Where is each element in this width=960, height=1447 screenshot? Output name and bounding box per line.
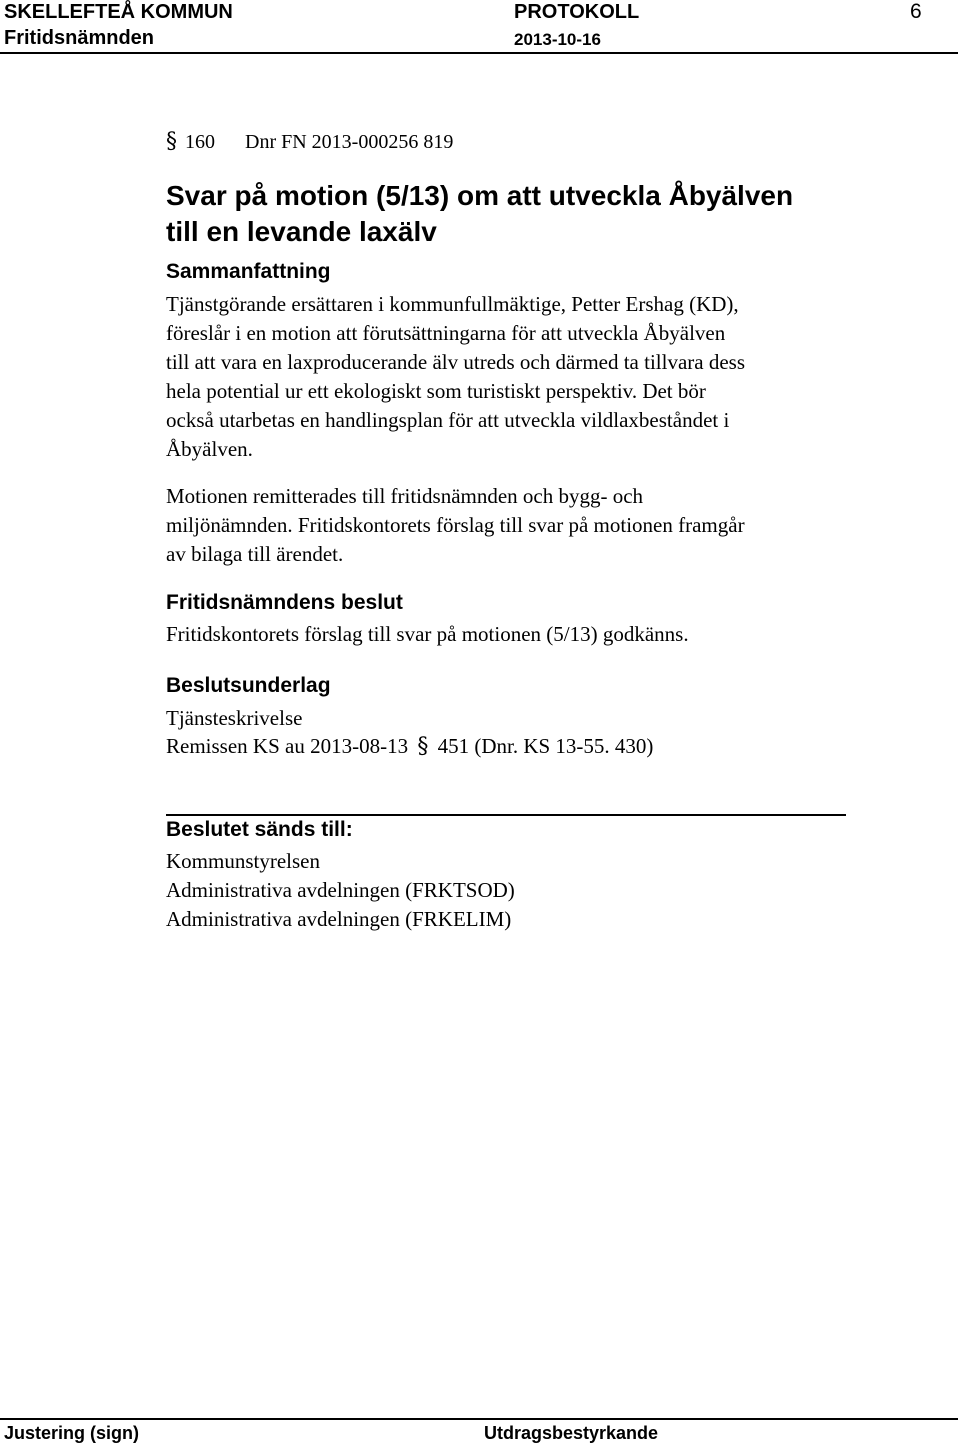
diary-number: Dnr FN 2013-000256 819 <box>245 131 454 153</box>
summary-paragraph-1 <box>166 290 745 464</box>
text-line: av bilaga till ärendet. <box>166 542 344 566</box>
committee-name: Fritidsnämnden <box>4 27 155 49</box>
organization-name: SKELLEFTEÅ KOMMUN <box>4 1 233 23</box>
recipients-heading: Beslutet sänds till: <box>166 818 353 841</box>
document-title <box>166 178 793 250</box>
footer-utdragsbestyrkande: Utdragsbestyrkande <box>484 1423 659 1443</box>
footer-justering: Justering (sign) <box>4 1423 140 1443</box>
document-type: PROTOKOLL <box>514 1 640 23</box>
text-line: Motionen remitterades till fritidsnämnden och bygg- och <box>166 484 644 508</box>
page-number: 6 <box>910 0 922 23</box>
text-line: Tjänstgörande ersättaren i kommunfullmäktige, Petter Ershag (KD), <box>166 292 739 316</box>
recipient-item: Kommunstyrelsen <box>166 849 320 873</box>
text-line: miljönämnden. Fritidskontorets förslag till svar på motionen framgår <box>166 513 745 537</box>
title-line-1: Svar på motion (5/13) om att utveckla Åbyälven <box>166 180 794 211</box>
paragraph-sign: § <box>417 734 429 759</box>
case-number: 160 <box>185 131 215 153</box>
title-line-2: till en levande laxälv <box>166 216 437 247</box>
decision-text: Fritidskontorets förslag till svar på motionen (5/13) godkänns. <box>166 622 689 646</box>
recipients-list <box>166 847 515 934</box>
meeting-date: 2013-10-16 <box>514 30 601 49</box>
decision-heading: Fritidsnämndens beslut <box>166 591 403 614</box>
footer-rule <box>0 1418 958 1420</box>
basis-line-1: Tjänsteskrivelse <box>166 706 303 730</box>
recipient-item: Administrativa avdelningen (FRKTSOD) <box>166 878 515 902</box>
basis-heading: Beslutsunderlag <box>166 674 331 697</box>
basis-reference-number: 451 (Dnr. KS 13-55. 430) <box>437 734 654 758</box>
basis-reference: Remissen KS au 2013-08-13 <box>166 734 409 758</box>
paragraph-sign: § <box>166 129 177 154</box>
summary-heading: Sammanfattning <box>166 260 331 283</box>
summary-paragraph-2 <box>166 482 745 569</box>
basis-line-2 <box>166 732 653 761</box>
text-line: Åbyälven. <box>166 437 253 461</box>
header-rule <box>0 52 958 54</box>
recipient-item: Administrativa avdelningen (FRKELIM) <box>166 907 512 931</box>
case-reference <box>166 128 453 156</box>
text-line: till att vara en laxproducerande älv utreds och därmed ta tillvara dess <box>166 350 746 374</box>
text-line: föreslår i en motion att förutsättningarna för att utveckla Åbyälven <box>166 321 726 345</box>
text-line: hela potential ur ett ekologiskt som turistiskt perspektiv. Det bör <box>166 379 706 403</box>
text-line: också utarbetas en handlingsplan för att utveckla vildlaxbeståndet i <box>166 408 730 432</box>
